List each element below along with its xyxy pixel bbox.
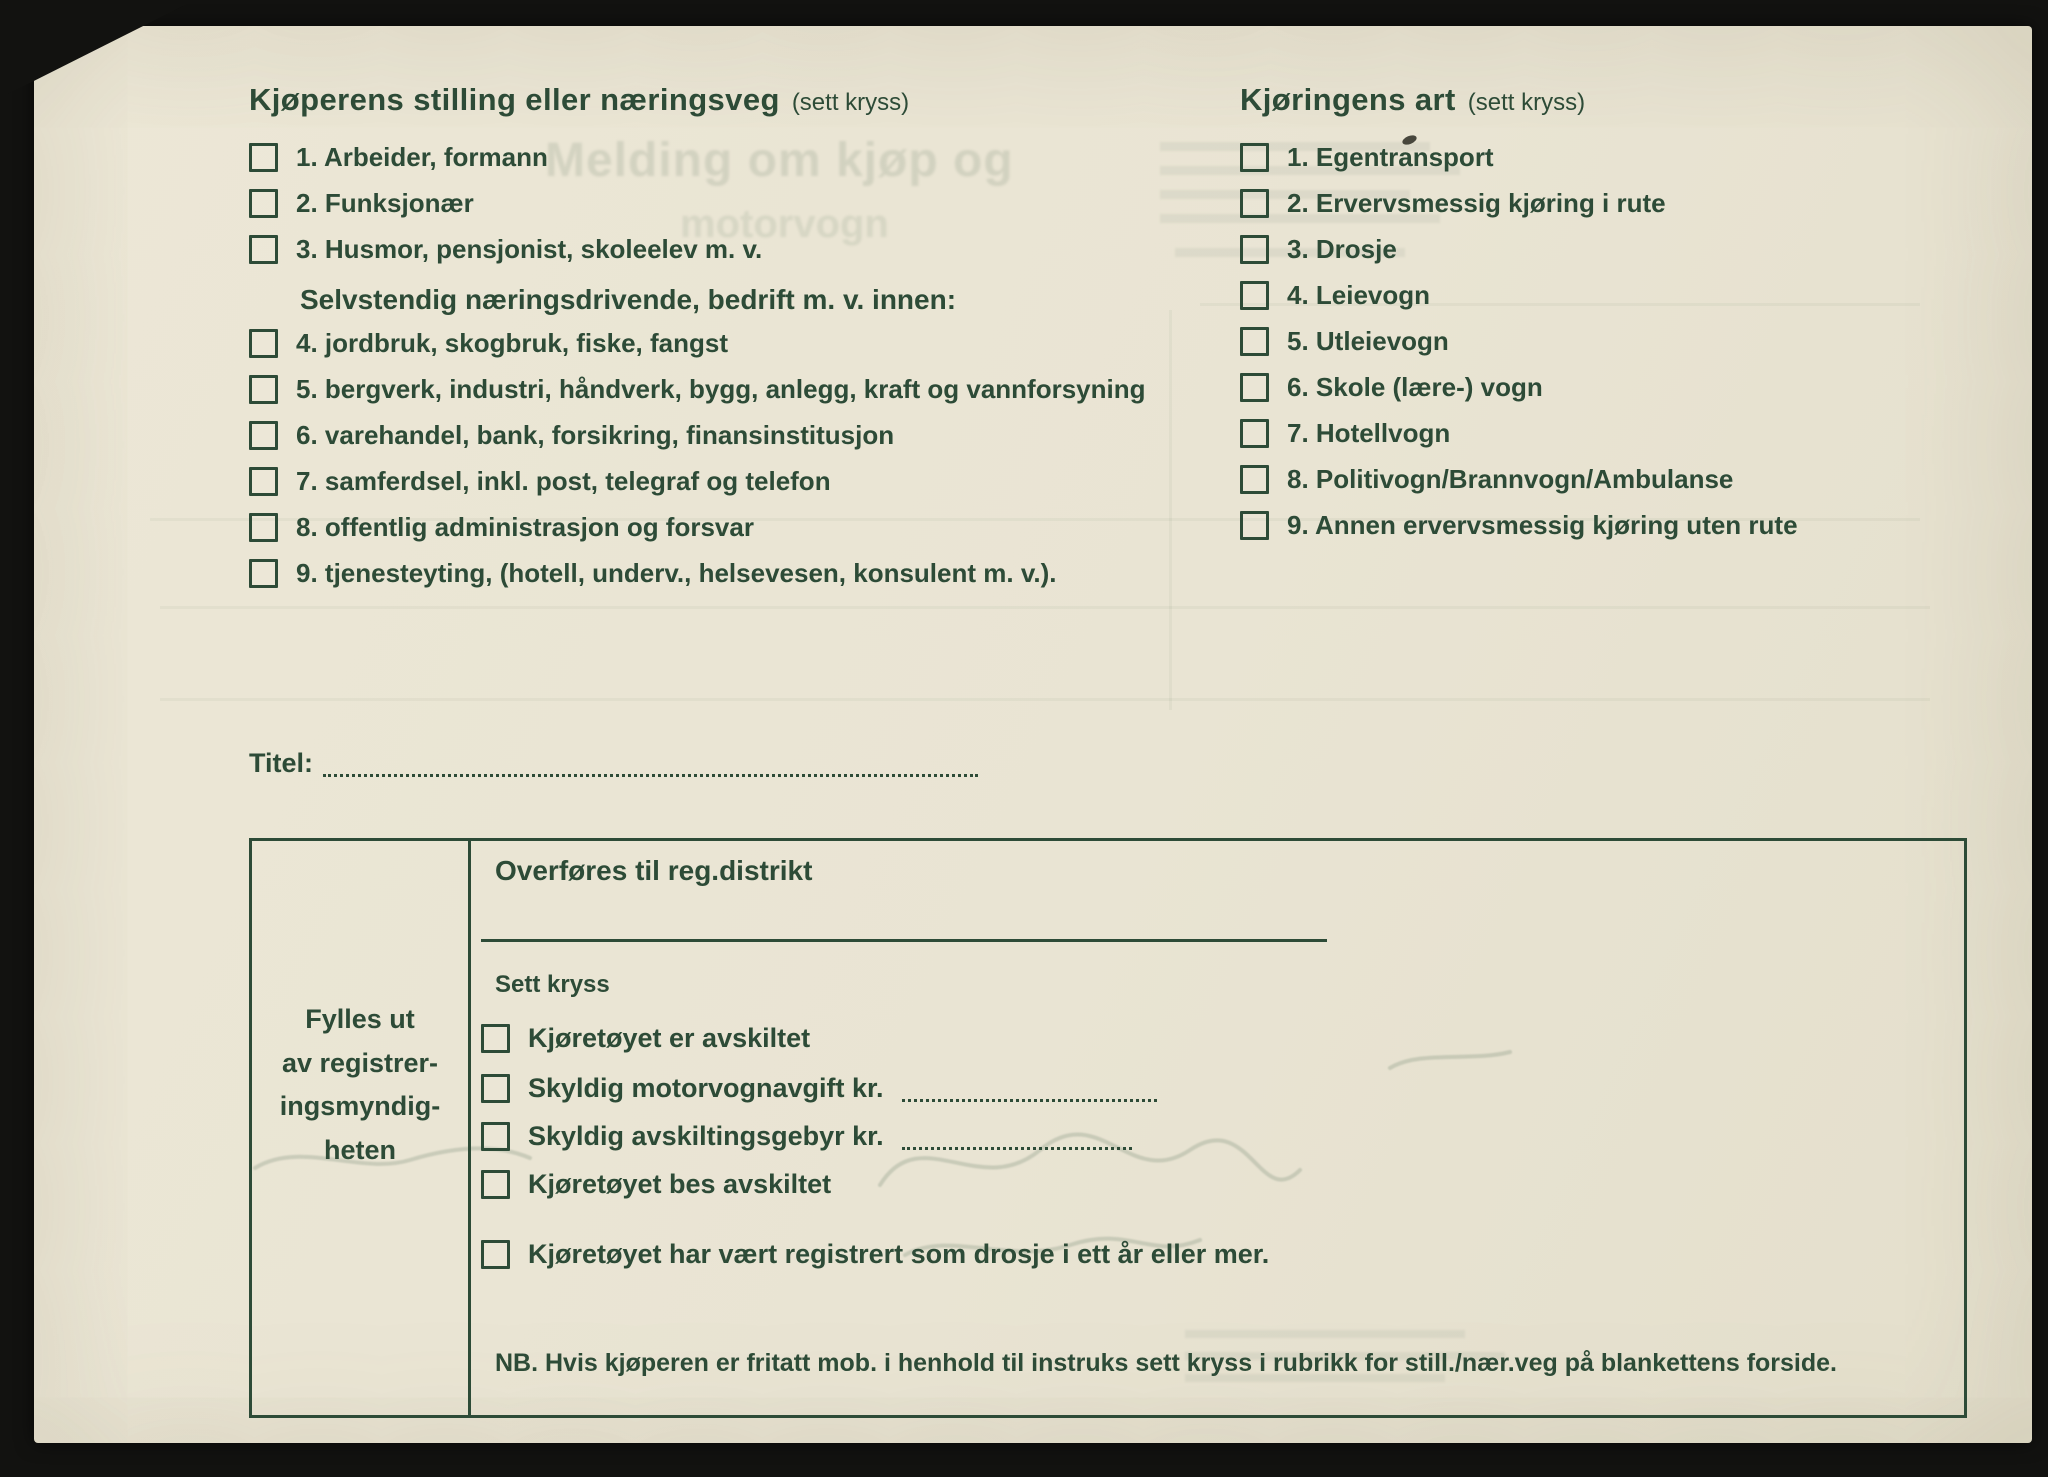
left-section-title [249,82,909,118]
option-label: 4. jordbruk, skogbruk, fiske, fangst [296,328,728,358]
option-row [249,234,762,265]
option-row [1240,188,1666,219]
transfer-heading: Overføres til reg.distrikt [495,855,813,886]
option-row [249,188,474,219]
checkbox[interactable] [249,513,278,542]
bleedthrough-rule [160,698,1930,701]
option-row [481,1121,1132,1152]
checkbox[interactable] [249,189,278,218]
option-label: 6. Skole (lære-) vogn [1287,372,1543,402]
option-label: 5. bergverk, industri, håndverk, bygg, anlegg, kraft og vannforsyning [296,374,1146,404]
option-label: 7. Hotellvogn [1287,418,1451,448]
option-row [249,466,831,497]
checkbox[interactable] [1240,281,1269,310]
checkbox[interactable] [1240,511,1269,540]
option-row [1240,464,1733,495]
option-row [1240,372,1543,403]
option-label: 2. Funksjonær [296,188,474,218]
option-label: Kjøretøyet er avskiltet [528,1023,811,1053]
option-row [481,1073,1157,1104]
side-label-line: ingsmyndig- [279,1091,441,1122]
checkbox[interactable] [1240,327,1269,356]
option-label: 3. Husmor, pensjonist, skoleelev m. v. [296,234,763,264]
option-label: 4. Leievogn [1287,280,1431,310]
sett-kryss-label: Sett kryss [495,971,610,998]
left-subheading: Selvstendig næringsdrivende, bedrift m. v. innen: [300,284,957,315]
option-row [481,1023,810,1054]
option-label: 2. Ervervsmessig kjøring i rute [1287,188,1666,218]
option-label: 7. samferdsel, inkl. post, telegraf og telefon [296,466,831,496]
option-row [249,512,754,543]
bleedthrough-rule [160,606,1930,609]
option-row [249,420,894,451]
bleedthrough-rule [1169,310,1172,710]
checkbox[interactable] [1240,235,1269,264]
option-label: 3. Drosje [1287,234,1397,264]
checkbox[interactable] [249,559,278,588]
option-row [1240,510,1798,541]
amount-fill-line[interactable] [902,1123,1132,1150]
transfer-fill-line[interactable] [481,939,1327,942]
option-row [481,1239,1269,1270]
side-label-line: Fylles ut [305,1004,415,1034]
checkbox[interactable] [481,1024,510,1053]
checkbox[interactable] [249,375,278,404]
checkbox[interactable] [1240,189,1269,218]
option-label: 8. Politivogn/Brannvogn/Ambulanse [1287,464,1734,494]
box-divider [468,841,471,1415]
left-section-title-text: Kjøperens stilling eller næringsveg [249,82,780,117]
checkbox[interactable] [481,1170,510,1199]
option-row [1240,326,1449,357]
checkbox[interactable] [1240,419,1269,448]
option-row [249,374,1146,405]
side-label-line: av registrer- [281,1047,439,1078]
option-label: 9. Annen ervervsmessig kjøring uten rute [1287,510,1798,540]
sett-kryss-note: (sett kryss) [1467,89,1586,116]
option-label: Skyldig avskiltingsgebyr kr. [528,1121,884,1151]
checkbox[interactable] [481,1074,510,1103]
bleedthrough-title: Melding om kjøp og [545,134,1014,187]
option-label: 9. tjenesteyting, (hotell, underv., helsevesen, konsulent m. v.). [296,558,1057,588]
nb-note: NB. Hvis kjøperen er fritatt mob. i henhold til instruks sett kryss i rubrikk for still./nær.veg på blankettens forside. [495,1349,1837,1377]
option-label: Kjøretøyet bes avskiltet [528,1169,832,1199]
checkbox[interactable] [249,235,278,264]
amount-fill-line[interactable] [902,1075,1157,1102]
option-row [1240,142,1494,173]
checkbox[interactable] [249,143,278,172]
option-row [249,558,1056,589]
option-row [481,1169,831,1200]
sett-kryss-note: (sett kryss) [791,89,910,116]
checkbox[interactable] [249,467,278,496]
titel-fill-line[interactable] [323,750,978,777]
option-label: 5. Utleievogn [1287,326,1449,356]
right-section-title [1240,82,1585,118]
checkbox[interactable] [249,421,278,450]
option-label: 6. varehandel, bank, forsikring, finansinstitusjon [296,420,895,450]
titel-row [249,748,978,779]
checkbox[interactable] [481,1122,510,1151]
option-label: 8. offentlig administrasjon og forsvar [296,512,754,542]
option-label: Skyldig motorvognavgift kr. [528,1073,884,1103]
checkbox[interactable] [249,329,278,358]
option-row [249,328,728,359]
checkbox[interactable] [1240,465,1269,494]
option-label: 1. Egentransport [1287,142,1494,172]
titel-label: Titel: [249,748,314,778]
option-row [1240,418,1450,449]
side-label [252,998,468,1173]
option-label: Kjøretøyet har vært registrert som drosje i ett år eller mer. [528,1239,1270,1269]
option-row [1240,234,1397,265]
option-row [249,142,548,173]
checkbox[interactable] [1240,373,1269,402]
registration-box [249,838,1967,1418]
right-section-title-text: Kjøringens art [1240,82,1456,117]
option-row [1240,280,1430,311]
side-label-line: heten [323,1135,396,1166]
bleedthrough-title-2: motorvogn [680,202,889,246]
option-label: 1. Arbeider, formann [296,142,548,172]
checkbox[interactable] [1240,143,1269,172]
checkbox[interactable] [481,1240,510,1269]
